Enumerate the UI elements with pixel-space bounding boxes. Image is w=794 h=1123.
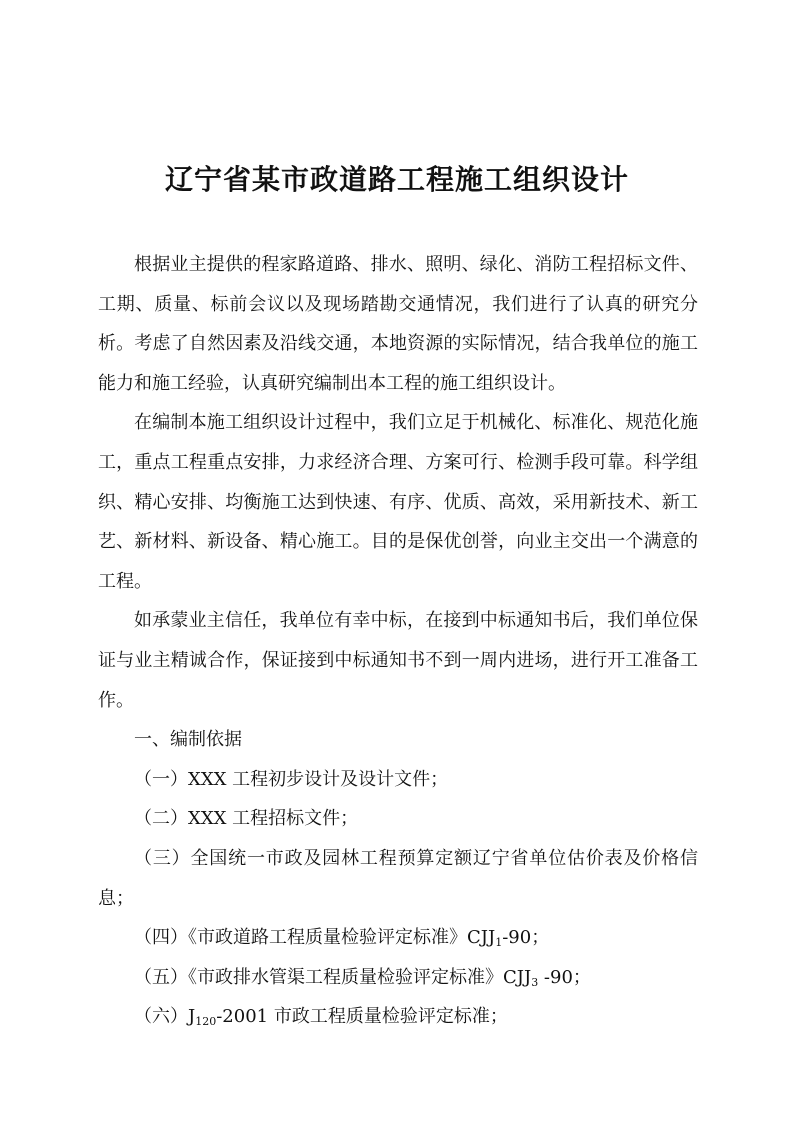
basis-item-4 [98,918,698,958]
basis-item-3: （三）全国统一市政及园林工程预算定额辽宁省单位估价表及价格信息； [98,847,698,909]
basis-item-1: （一）XXX 工程初步设计及设计文件； [134,768,449,790]
basis-item-6-prefix: （六）J [134,1006,196,1028]
paragraph-commitment: 如承蒙业主信任，我单位有幸中标，在接到中标通知书后，我们单位保证与业主精诚合作，保证接到中标通知书不到一周内进场，进行开工准备工作。 [98,610,698,711]
basis-item-5-suffix: -90； [538,966,591,988]
basis-item-5 [98,958,698,998]
basis-item-2: （二）XXX 工程招标文件； [134,808,359,830]
section-heading-basis: 一、编制依据 [134,729,242,751]
basis-item-6-subscript: 120 [195,1015,217,1029]
document-body [98,245,698,1037]
basis-item-6-suffix: -2001 市政工程质量检验评定标准； [216,1006,508,1028]
paragraph-intro: 根据业主提供的程家路道路、排水、照明、绿化、消防工程招标文件、工期、质量、标前会议以及现场踏勘交通情况，我们进行了认真的研究分析。考虑了自然因素及沿线交通，本地资源的实际情况，结合我单位的施工能力和施工经验，认真研究编制出本工程的施工组织设计。 [98,254,698,394]
document-title: 辽宁省某市政道路工程施工组织设计 [164,163,629,196]
basis-item-4-prefix: （四）《市政道路工程质量检验评定标准》CJJ [134,927,496,949]
basis-item-4-subscript: 1 [495,936,503,950]
basis-item-4-suffix: -90； [502,927,550,949]
paragraph-approach: 在编制本施工组织设计过程中，我们立足于机械化、标准化、规范化施工，重点工程重点安排，力求经济合理、方案可行、检测手段可靠。科学组织、精心安排、均衡施工达到快速、有序、优质、高效，采用新技术、新工艺、新材料、新设备、精心施工。目的是保优创誉，向业主交出一个满意的工程。 [98,412,698,592]
basis-item-5-subscript: 3 [531,975,539,989]
basis-item-6 [98,997,698,1037]
basis-item-5-prefix: （五）《市政排水管渠工程质量检验评定标准》CJJ [134,966,532,988]
